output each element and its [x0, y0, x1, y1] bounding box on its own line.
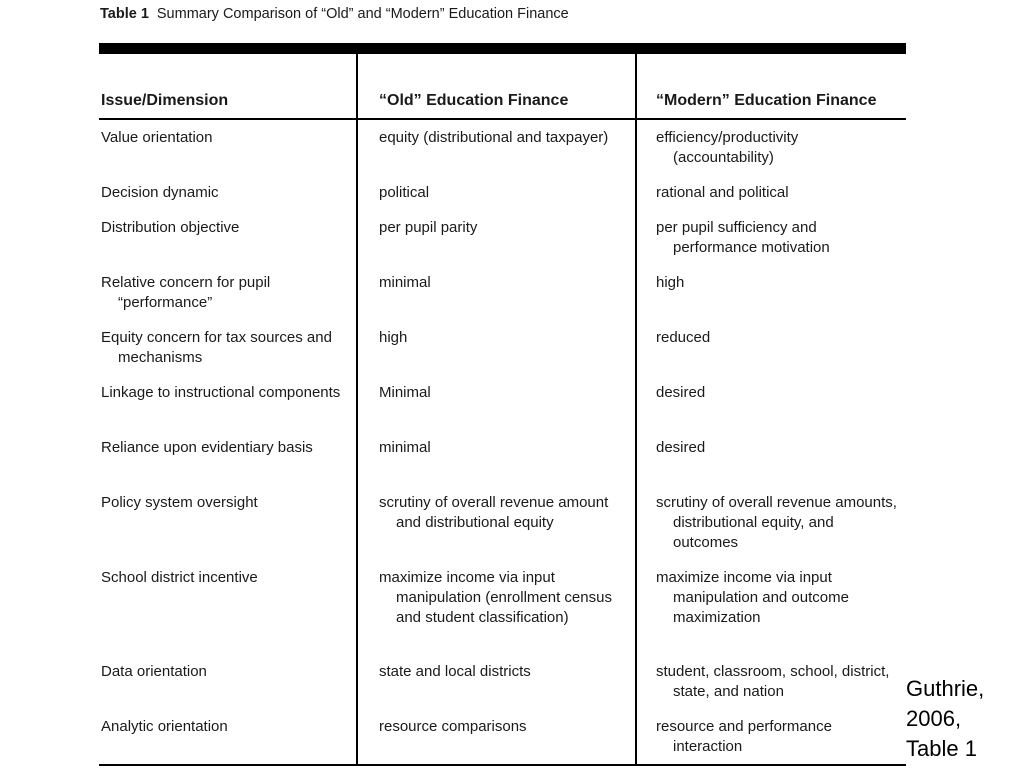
table-row [99, 320, 906, 375]
header-issue-dimension: Issue/Dimension [99, 54, 357, 119]
old-cell: minimal [379, 439, 431, 456]
citation-author: Guthrie, [906, 676, 985, 701]
table-caption [100, 6, 569, 22]
dimension-cell: Value orientation [101, 129, 213, 146]
table-row [99, 560, 906, 654]
table-row [99, 265, 906, 320]
dimension-cell: School district incentive [101, 569, 258, 586]
table-title: Summary Comparison of “Old” and “Modern” Education Finance [156, 6, 569, 22]
citation-year: 2006, [906, 706, 962, 731]
citation-table-ref: Table 1 [906, 736, 977, 761]
table-row [99, 709, 906, 765]
table-row [99, 375, 906, 430]
old-cell: minimal [379, 274, 431, 291]
dimension-cell: Decision dynamic [101, 184, 219, 201]
dimension-cell: Relative concern for pupil “performance” [101, 274, 271, 311]
table-row [99, 210, 906, 265]
table-row [99, 485, 906, 560]
dimension-cell: Data orientation [101, 663, 207, 680]
header-old-finance: “Old” Education Finance [357, 54, 636, 119]
table-number: Table 1 [100, 6, 149, 22]
modern-cell: rational and political [656, 184, 789, 201]
dimension-cell: Reliance upon evidentiary basis [101, 439, 313, 456]
old-cell: political [379, 184, 430, 201]
old-cell: high [379, 329, 408, 346]
old-cell: scrutiny of overall revenue amount and distributional equity [379, 494, 609, 531]
dimension-cell: Equity concern for tax sources and mechanisms [101, 329, 332, 366]
dimension-cell: Distribution objective [101, 219, 240, 236]
modern-cell: desired [656, 384, 706, 401]
old-cell: per pupil parity [379, 219, 478, 236]
old-cell: equity (distributional and taxpayer) [379, 129, 609, 146]
old-cell: state and local districts [379, 663, 531, 680]
old-cell: Minimal [379, 384, 431, 401]
modern-cell: desired [656, 439, 706, 456]
table-top-rule [99, 43, 906, 54]
old-cell: resource comparisons [379, 718, 527, 735]
comparison-table-container [99, 43, 906, 766]
dimension-cell: Policy system oversight [101, 494, 258, 511]
modern-cell: scrutiny of overall revenue amounts, distributional equity, and outcomes [656, 494, 897, 551]
modern-cell: per pupil sufficiency and performance motivation [656, 219, 830, 256]
modern-cell: student, classroom, school, district, state, and nation [656, 663, 890, 700]
old-cell: maximize income via input manipulation (enrollment census and student classification) [379, 569, 612, 626]
table-row [99, 175, 906, 210]
header-modern-finance: “Modern” Education Finance [636, 54, 906, 119]
table-header-row [99, 54, 906, 119]
table-row [99, 430, 906, 485]
modern-cell: reduced [656, 329, 711, 346]
dimension-cell: Linkage to instructional components [101, 384, 341, 401]
modern-cell: resource and performance interaction [656, 718, 832, 755]
modern-cell: maximize income via input manipulation and outcome maximization [656, 569, 849, 626]
modern-cell: efficiency/productivity (accountability) [656, 129, 799, 166]
table-row [99, 119, 906, 175]
modern-cell: high [656, 274, 685, 291]
citation-note [906, 674, 1021, 764]
dimension-cell: Analytic orientation [101, 718, 228, 735]
comparison-table [99, 54, 906, 766]
table-row [99, 654, 906, 709]
